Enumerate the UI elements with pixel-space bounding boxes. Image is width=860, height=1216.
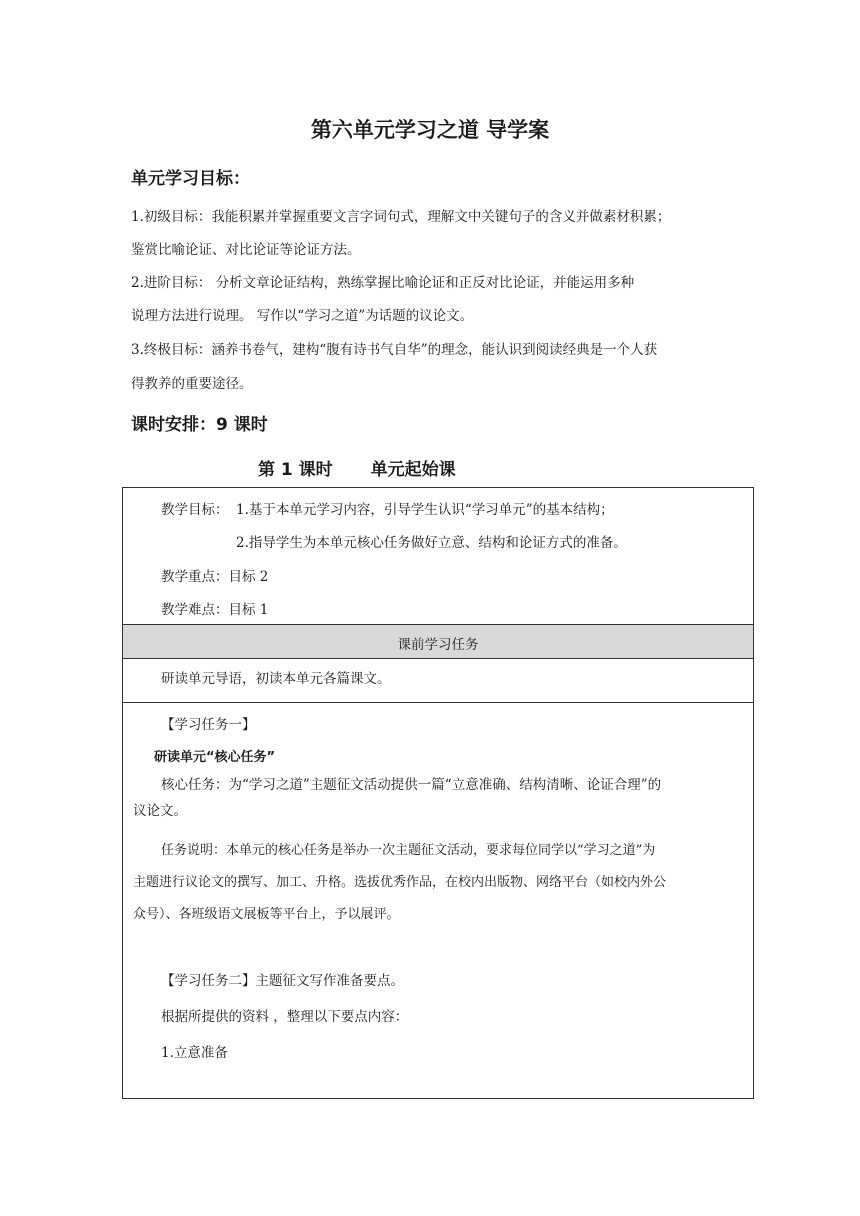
task-2: 【学习任务二】主题征文写作准备要点。 — [161, 973, 404, 989]
objectives-heading: 单元学习目标： — [131, 169, 250, 189]
task-description-line-1: 任务说明：本单元的核心任务是举办一次主题征文活动，要求每位同学以“学习之道”为 — [161, 843, 656, 858]
teaching-focus: 教学重点：目标 2 — [161, 569, 269, 585]
lesson-name: 单元起始课 — [370, 460, 456, 480]
document-title: 第六单元学习之道 导学案 — [310, 118, 550, 142]
objective-3-line-2: 得教养的重要途径。 — [131, 376, 253, 392]
task-2-item-1: 1.立意准备 — [161, 1045, 228, 1061]
task-1-label: 【学习任务一】 — [161, 717, 256, 733]
task-description-line-2: 主题进行议论文的撰写、加工、升格。选拔优秀作品，在校内出版物、网络平台（如校内外公 — [133, 875, 667, 890]
teaching-goal-1: 1.基于本单元学习内容，引导学生认识“学习单元”的基本结构； — [236, 502, 614, 518]
objective-2-line-1: 2.进阶目标： 分析文章论证结构，熟练掌握比喻论证和正反对比论证，并能运用多种 — [131, 275, 635, 291]
task-1-title: 研读单元“核心任务” — [154, 750, 276, 765]
pre-class-header-row — [123, 624, 753, 658]
core-task-line-1: 核心任务：为“学习之道”主题征文活动提供一篇“立意准确、结构清晰、论证合理”的 — [161, 777, 662, 793]
tasks-row — [123, 702, 753, 1099]
task-description-line-3: 众号）、各班级语文展板等平台上，予以展评。 — [133, 907, 400, 922]
schedule: 课时安排：9 课时 — [131, 415, 268, 435]
pre-class-task-row — [123, 658, 753, 702]
teaching-difficulty: 教学难点：目标 1 — [161, 602, 269, 618]
lesson-table — [122, 487, 754, 1099]
task-2-intro: 根据所提供的资料 ，整理以下要点内容： — [161, 1009, 409, 1025]
teaching-goal-2: 2.指导学生为本单元核心任务做好立意、结构和论证方式的准备。 — [236, 535, 627, 551]
lesson-number: 第 1 课时 — [258, 460, 333, 480]
pre-class-task: 研读单元导语，初读本单元各篇课文。 — [161, 671, 391, 687]
objective-1-line-1: 1.初级目标：我能积累并掌握重要文言字词句式，理解文中关键句子的含义并做素材积累； — [131, 209, 671, 225]
objective-3-line-1: 3.终极目标：涵养书卷气，建构“腹有诗书气自华”的理念，能认识到阅读经典是一个人获 — [131, 342, 658, 358]
core-task-line-2: 议论文。 — [133, 803, 187, 819]
objective-2-line-2: 说理方法进行说理。 写作以“学习之道”为话题的议论文。 — [131, 308, 474, 324]
lesson-heading — [258, 455, 456, 480]
pre-class-header: 课前学习任务 — [397, 637, 479, 653]
teaching-goal-label: 教学目标： — [161, 502, 229, 518]
objective-1-line-2: 鉴赏比喻论证、对比论证等论证方法。 — [131, 242, 361, 258]
